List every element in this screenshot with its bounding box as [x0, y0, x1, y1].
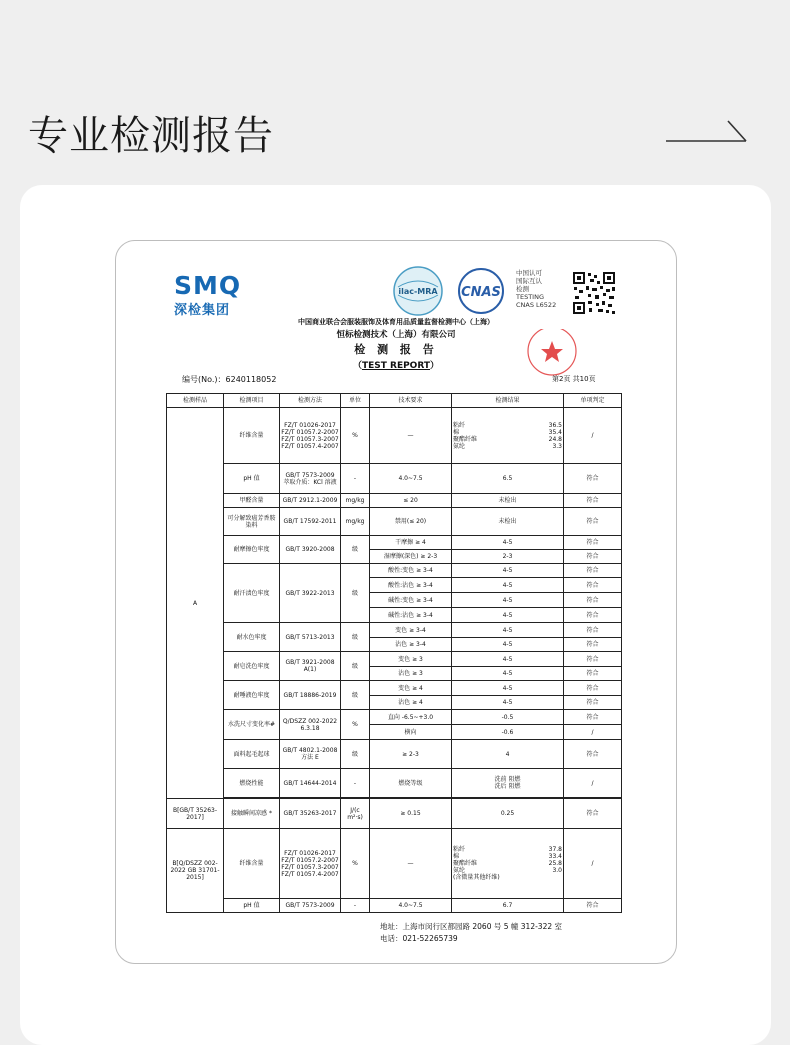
table-row: 横向 -0.6 / — [167, 725, 622, 740]
table-row: 可分解致癌芳香胺染料 GB/T 17592-2011 mg/kg 禁用(≤ 20) 未检出 符合 — [167, 508, 622, 536]
table-row: 面料起毛起球 GB/T 4802.1-2008 方法 E 级 ≥ 2-3 4 符合 — [167, 740, 622, 769]
table-row: 酸性:沾色 ≥ 3-4 4-5 符合 — [167, 578, 622, 593]
cnas-text: CNAS — [461, 285, 501, 300]
table-row: 水洗尺寸变化率# Q/DSZZ 002-2022 6.3.18 % 直向 -6.5~+3.0 -0.5 符合 — [167, 710, 622, 725]
report-document — [115, 240, 677, 964]
table-header-row — [167, 394, 622, 408]
table-row: 碱性:变色 ≥ 3-4 4-5 符合 — [167, 593, 622, 608]
report-title-cn: 检 测 报 告 — [354, 343, 438, 356]
lab-phone: 电话：021-52265739 — [380, 934, 458, 943]
col-header: 技术要求 — [370, 394, 452, 408]
report-title-en: （TEST REPORT） — [352, 361, 440, 371]
table-row: B[GB/T 35263-2017] 接触瞬间凉感 * GB/T 35263-2017 J/(c m²·s) ≥ 0.15 0.25 符合 — [167, 799, 622, 829]
company-name: 恒标检测技术（上海）有限公司 — [336, 330, 456, 340]
table-row: A 纤维含量 FZ/T 01026-2017 FZ/T 01057.2-2007 FZ/T 01057.3-2007 FZ/T 01057.4-2007 % — 粘纤 36.5 棉 35.4 聚酯纤维 24.8 氨纶 3.3 / — [167, 408, 622, 464]
table-row: 甲醛含量 GB/T 2912.1-2009 mg/kg ≤ 20 未检出 符合 — [167, 494, 622, 508]
col-header: 检测样品 — [167, 394, 224, 408]
page-number: 第2页 共10页 — [552, 375, 596, 383]
table-row: 燃烧性能 GB/T 14644-2014 - 燃烧等级 洗前 阻燃 洗后 阻燃 / — [167, 769, 622, 798]
table-row: 沾色 ≥ 4 4-5 符合 — [167, 696, 622, 710]
col-header: 单位 — [341, 394, 370, 408]
cert-text: 中国认可 国际互认 检测 TESTING CNAS L6522 — [516, 269, 557, 309]
table-row: 耐皂洗色牢度 GB/T 3921-2008 A(1) 级 变色 ≥ 3 4-5 符合 — [167, 652, 622, 667]
official-stamp — [512, 329, 592, 379]
table-row: 耐水色牢度 GB/T 5713-2013 级 变色 ≥ 3-4 4-5 符合 — [167, 623, 622, 638]
report-number: 编号(No.)：6240118052 — [182, 375, 277, 384]
arrow-right-icon[interactable] — [664, 116, 748, 144]
sample-c: B[Q/DSZZ 002-2022 GB 31701-2015] — [167, 829, 224, 913]
col-header: 单项判定 — [564, 394, 622, 408]
results-table — [166, 393, 622, 913]
table-row: 沾色 ≥ 3-4 4-5 符合 — [167, 638, 622, 652]
page-title: 专业检测报告 — [28, 113, 274, 159]
table-row: 沾色 ≥ 3 4-5 符合 — [167, 667, 622, 681]
institution-name: 中国商业联合会服装服饰及体育用品质量监督检测中心（上海） — [298, 318, 494, 326]
table-row: B[Q/DSZZ 002-2022 GB 31701-2015] 纤维含量 FZ/T 01026-2017 FZ/T 01057.2-2007 FZ/T 01057.3-2007 FZ/T 01057.4-2007 % — 粘纤 37.8 棉 33.4 聚酯纤维 25.8 氨纶 3.0 (含微量其他纤维) / — [167, 829, 622, 899]
table-row: 湿摩擦(深色) ≥ 2-3 2-3 符合 — [167, 550, 622, 564]
cnas-logo — [450, 267, 512, 315]
table-row: 耐摩擦色牢度 GB/T 3920-2008 级 干摩擦 ≥ 4 4-5 符合 — [167, 536, 622, 550]
ilac-mra-logo — [392, 265, 444, 317]
table-row: 耐汗渍色牢度 GB/T 3922-2013 级 酸性:变色 ≥ 3-4 4-5 符合 — [167, 564, 622, 578]
table-row: pH 值 GB/T 7573-2009 萃取介质：KCl 溶液 - 4.0~7.5 6.5 符合 — [167, 464, 622, 494]
smq-logo-subtitle: 深检集团 — [174, 303, 231, 318]
table-row: pH 值 GB/T 7573-2009 - 4.0~7.5 6.7 符合 — [167, 899, 622, 913]
col-header: 检测方法 — [280, 394, 341, 408]
ilac-text: ilac-MRA — [398, 287, 438, 296]
qr-code-icon — [572, 271, 616, 315]
sample-b: B[GB/T 35263-2017] — [167, 799, 224, 829]
smq-logo: SMQ — [174, 271, 242, 300]
table-row: 碱性:沾色 ≥ 3-4 4-5 符合 — [167, 608, 622, 623]
lab-address: 地址：上海市闵行区都园路 2060 号 5 幢 312-322 室 — [380, 922, 562, 931]
sample-a: A — [167, 408, 224, 799]
table-row: 耐唾液色牢度 GB/T 18886-2019 级 变色 ≥ 4 4-5 符合 — [167, 681, 622, 696]
col-header: 检测结果 — [452, 394, 564, 408]
col-header: 检测项目 — [224, 394, 280, 408]
